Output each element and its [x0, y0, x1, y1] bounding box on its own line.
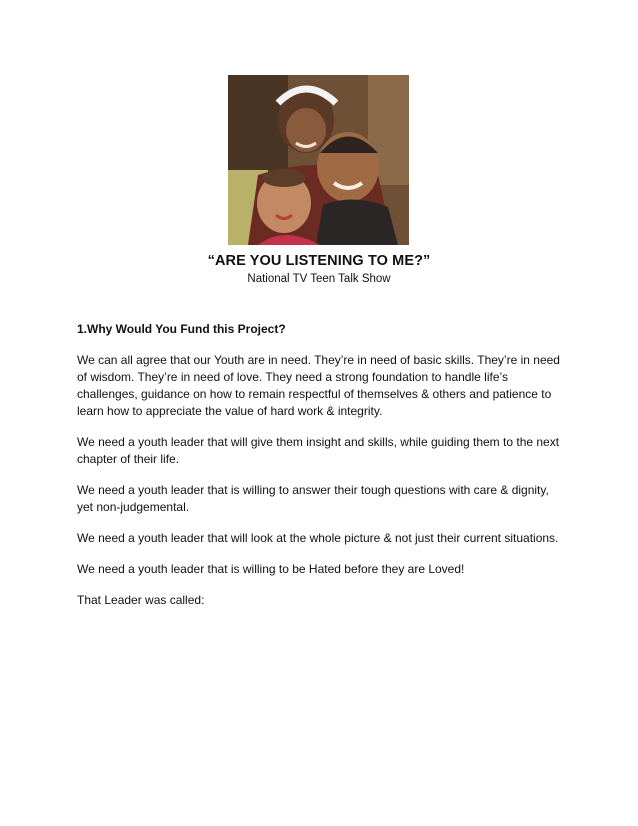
paragraph-leader-called: That Leader was called: — [77, 593, 205, 607]
paragraph-hated: We need a youth leader that is willing to be Hated before they are Loved! — [77, 562, 465, 576]
family-photo — [228, 75, 409, 245]
paragraph-questions: We need a youth leader that is willing to answer their tough questions with care & dignity, yet non-judgemental. — [77, 483, 549, 514]
document-body — [77, 321, 567, 623]
paragraph-whole-picture: We need a youth leader that will look at the whole picture & not just their current situations. — [77, 531, 559, 545]
paragraph-needs: We can all agree that our Youth are in need. They’re in need of basic skills. They’re in need of wisdom. They’re in need of love. They need a strong foundation to handle life’s challenges, guidance on how to remain respectful of themselves & others and patience to learn how to appreciate the value of hard work & integrity. — [77, 353, 560, 418]
paragraph-insight: We need a youth leader that will give them insight and skills, while guiding them to the next chapter of their life. — [77, 435, 560, 466]
page-subtitle: National TV Teen Talk Show — [247, 273, 391, 285]
section-heading: 1.Why Would You Fund this Project? — [77, 322, 286, 336]
page-title: “ARE YOU LISTENING TO ME?” — [207, 253, 431, 269]
